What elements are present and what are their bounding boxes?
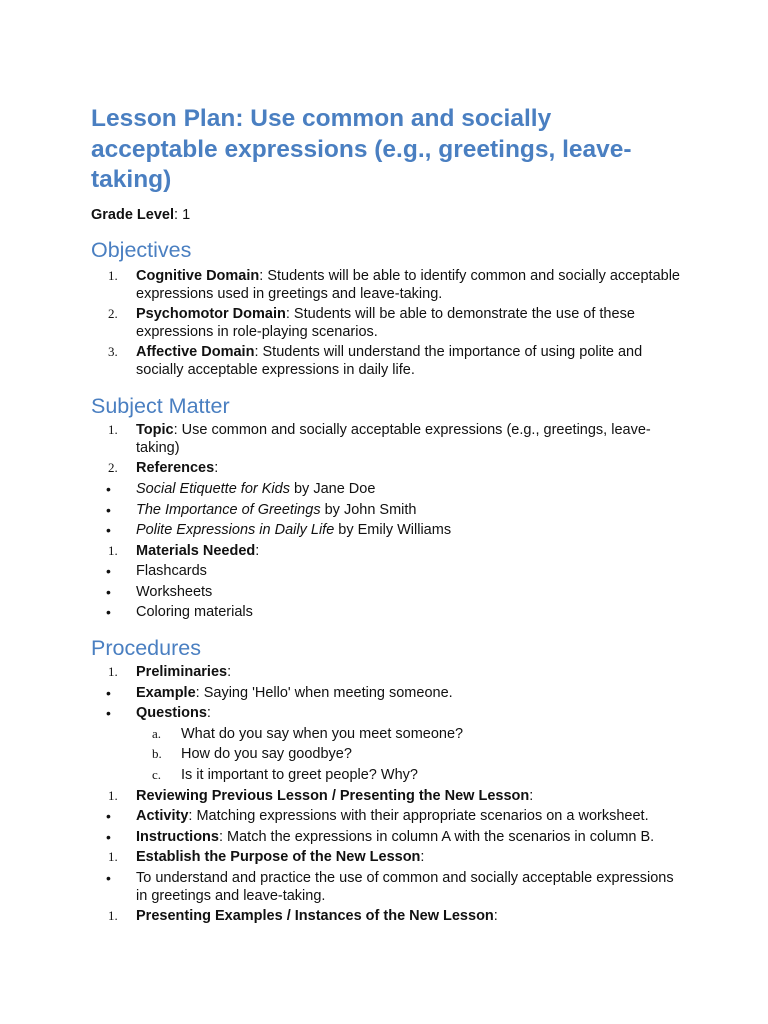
- list-marker: 1.: [108, 543, 118, 558]
- item-text: Is it important to greet people? Why?: [181, 767, 418, 783]
- item-term: Example: [136, 685, 196, 701]
- grade-level: [91, 206, 190, 225]
- item-term: Presenting Examples / Instances of the New Lesson: [136, 908, 494, 924]
- bullet-marker: •: [106, 705, 111, 721]
- item-text: : Use common and socially acceptable expressions (e.g., greetings, leave-taking): [136, 422, 651, 456]
- reference-title: The Importance of Greetings: [136, 502, 321, 518]
- item-text: : Saying 'Hello' when meeting someone.: [195, 685, 453, 701]
- bullet-marker: •: [106, 522, 111, 538]
- item-term: Instructions: [136, 829, 219, 845]
- list-marker: 2.: [108, 460, 118, 475]
- item-text: Worksheets: [136, 584, 213, 600]
- item-text: : Students will be able to identify common and socially acceptable expressions used in greetings and leave-taking.: [136, 268, 680, 302]
- item-term: Cognitive Domain: [136, 268, 260, 284]
- reference-author: by Emily Williams: [334, 522, 452, 538]
- item-term: Reviewing Previous Lesson / Presenting the New Lesson: [136, 788, 530, 804]
- item-text: Coloring materials: [136, 604, 253, 620]
- item-term: Activity: [136, 808, 189, 824]
- reference-author: by Jane Doe: [289, 481, 376, 497]
- bullet-marker: •: [106, 829, 111, 845]
- objectives-heading: Objectives: [91, 238, 192, 262]
- list-marker: 1.: [108, 664, 118, 679]
- bullet-marker: •: [106, 502, 111, 518]
- item-text: : Match the expressions in column A with the scenarios in column B.: [218, 829, 655, 845]
- list-marker: 3.: [108, 344, 118, 359]
- item-term: Establish the Purpose of the New Lesson: [136, 849, 421, 865]
- item-text: What do you say when you meet someone?: [181, 726, 464, 742]
- bullet-marker: •: [106, 604, 111, 620]
- bullet-marker: •: [106, 685, 111, 701]
- item-text: :: [529, 788, 534, 804]
- list-marker: 1.: [108, 268, 118, 283]
- item-term: Preliminaries: [136, 664, 228, 680]
- item-term: Psychomotor Domain: [136, 306, 286, 322]
- bullet-marker: •: [106, 870, 111, 886]
- item-term: References: [136, 460, 215, 476]
- grade-level-label: Grade Level: [91, 207, 175, 223]
- item-text: To understand and practice the use of common and socially acceptable expressions in greetings and leave-taking.: [136, 870, 674, 904]
- bullet-marker: •: [106, 584, 111, 600]
- item-text: : Students will understand the importance of using polite and socially acceptable expressions in daily life.: [136, 344, 643, 378]
- list-marker: 2.: [108, 306, 118, 321]
- item-text: :: [214, 460, 219, 476]
- sub-list-marker: a.: [152, 726, 162, 741]
- item-text: : Matching expressions with their appropriate scenarios on a worksheet.: [188, 808, 649, 824]
- item-term: Questions: [136, 705, 207, 721]
- reference-title: Social Etiquette for Kids: [136, 481, 290, 497]
- subject-matter-heading: Subject Matter: [91, 394, 230, 418]
- item-term: Affective Domain: [136, 344, 255, 360]
- item-text: :: [255, 543, 260, 559]
- item-text: :: [227, 664, 232, 680]
- reference-author: by John Smith: [320, 502, 417, 518]
- sub-list-marker: b.: [152, 746, 162, 761]
- bullet-marker: •: [106, 808, 111, 824]
- item-text: :: [206, 705, 211, 721]
- item-term: Topic: [136, 422, 174, 438]
- grade-level-value: : 1: [174, 207, 191, 223]
- procedures-heading: Procedures: [91, 636, 201, 660]
- reference-title: Polite Expressions in Daily Life: [136, 522, 335, 538]
- list-marker: 1.: [108, 908, 118, 923]
- item-text: Flashcards: [136, 563, 207, 579]
- list-marker: 1.: [108, 788, 118, 803]
- bullet-marker: •: [106, 481, 111, 497]
- list-marker: 1.: [108, 422, 118, 437]
- list-marker: 1.: [108, 849, 118, 864]
- item-text: How do you say goodbye?: [181, 746, 352, 762]
- sub-list-marker: c.: [152, 767, 162, 782]
- item-text: : Students will be able to demonstrate the use of these expressions in role-playing scenarios.: [136, 306, 635, 340]
- bullet-marker: •: [106, 563, 111, 579]
- item-term: Materials Needed: [136, 543, 256, 559]
- item-text: :: [493, 908, 498, 924]
- document-title: Lesson Plan: Use common and socially acceptable expressions (e.g., greetings, leave-taking): [91, 105, 632, 193]
- item-text: :: [420, 849, 425, 865]
